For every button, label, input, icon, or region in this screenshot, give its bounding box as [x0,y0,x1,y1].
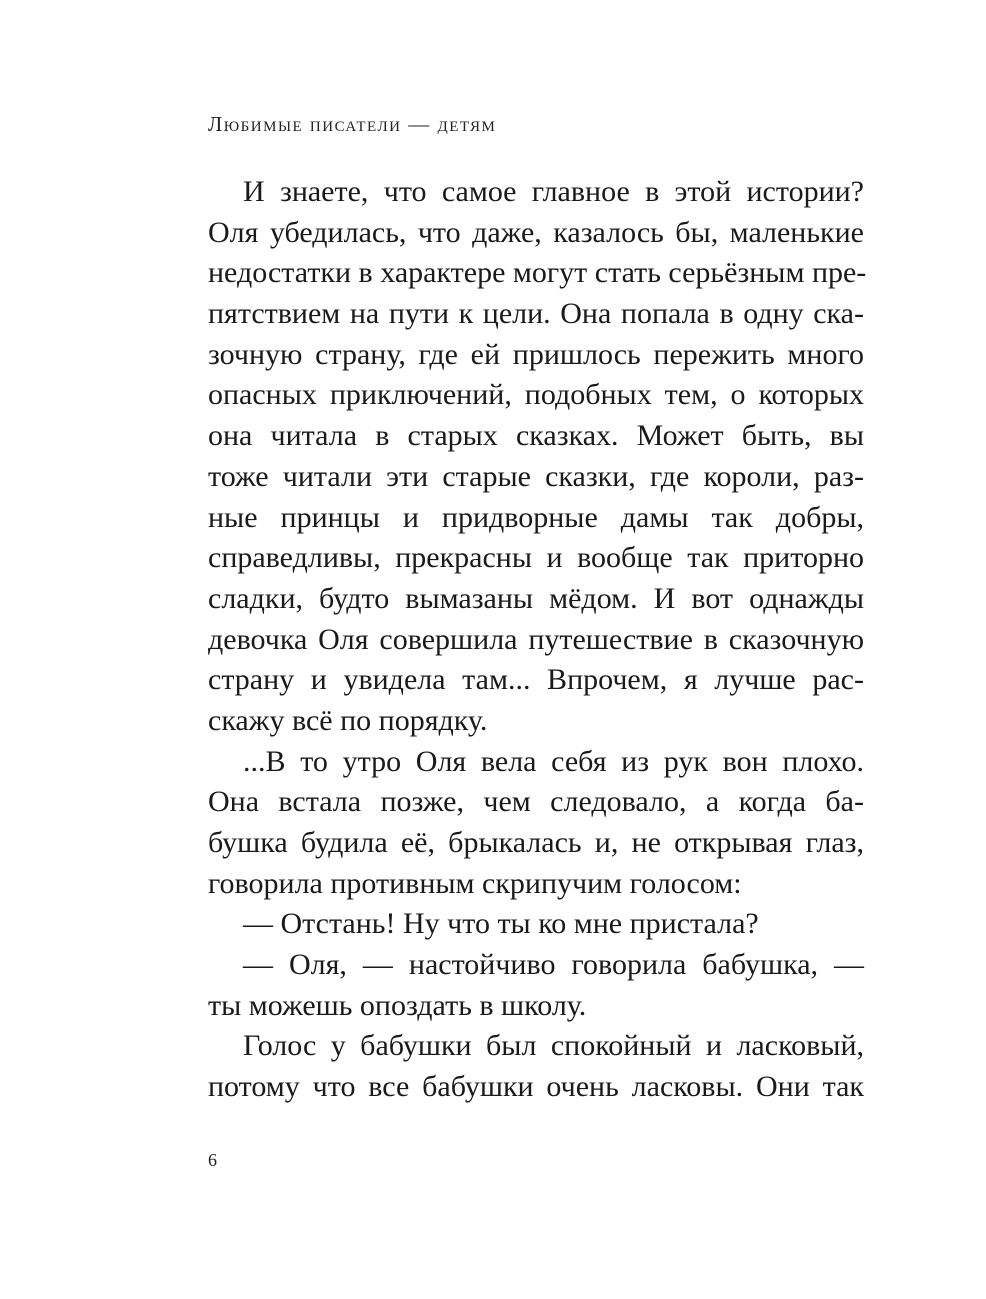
text-line: опасных приключений, подобных тем, о которых [208,378,864,412]
text-line: ты можешь опоздать в школу. [208,988,587,1022]
text-line: — Оля, — настойчиво говорила бабушка, — [243,948,864,982]
page-number: 6 [208,1150,217,1170]
text-line: пятствием на пути к цели. Она попала в одну ска- [208,297,864,331]
text-line: девочка Оля совершила путешествие в сказочную [208,622,864,656]
text-line: скажу всё по порядку. [208,703,488,737]
text-line: тоже читали эти старые сказки, где короли, раз- [208,459,864,493]
text-line: зочную страну, где ей пришлось пережить много [208,337,864,371]
text-line: ные принцы и придворные дамы так добры, [208,500,864,534]
text-line: бушка будила её, брыкалась и, не открывая глаз, [208,826,864,859]
running-head: Любимые писатели — детям [208,112,497,136]
text-line: справедливы, прекрасны и вообще так приторно [208,541,864,575]
text-line: — Отстань! Ну что ты ко мне пристала? [243,907,759,941]
text-line: Оля убедилась, что даже, казалось бы, маленькие [208,215,864,249]
text-line: сладки, будто вымазаны мёдом. И вот однажды [208,581,864,615]
text-line: И знаете, что самое главное в этой истории? [243,175,864,208]
text-line: недостатки в характере могут стать серьёзным пре- [208,256,867,290]
body-text [208,172,867,1108]
text-line: она читала в старых сказках. Может быть, вы [208,419,864,453]
text-line: потому что все бабушки очень ласковы. Они так [208,1070,864,1104]
text-line: Она встала позже, чем следовало, а когда ба- [208,785,864,819]
text-line: страну и увидела там... Впрочем, я лучше рас- [208,663,864,697]
text-line: ...В то утро Оля вела себя из рук вон плохо. [243,744,864,778]
text-line: Голос у бабушки был спокойный и ласковый, [243,1029,864,1063]
text-line: говорила противным скрипучим голосом: [208,866,742,900]
